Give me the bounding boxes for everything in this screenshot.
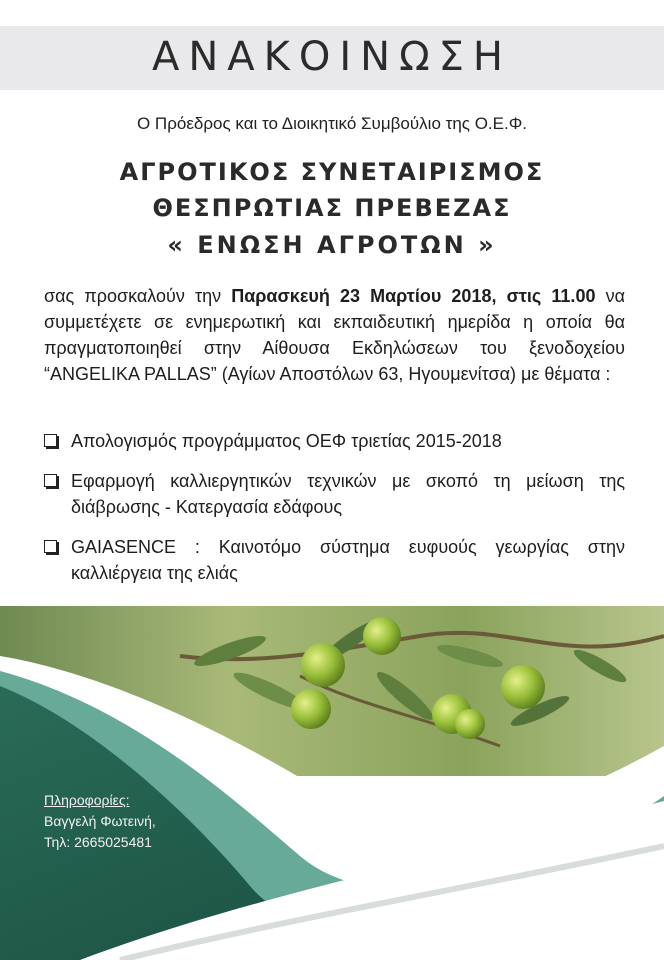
topic-text: GAIASENCE : Καινοτόμο σύστημα ευφυούς γεωργίας στην καλλιέργεια της ελιάς [71,537,625,583]
topics-list [44,428,625,600]
topic-text: Απολογισμός προγράμματος ΟΕΦ τριετίας 2015-2018 [71,431,502,451]
contact-phone: Τηλ: 2665025481 [44,834,152,850]
invitation-body: να συμμετέχετε σε ενημερωτική και εκπαιδευτική ημερίδα η οποία θα πραγματοποιηθεί στην Αίθουσα Εκδηλώσεων του ξενοδοχείου “ANGELIKA PALLAS” (Αγίων Αποστόλων 63, Ηγουμενίτσα) με θέματα : [44,286,625,384]
topic-text: Εφαρμογή καλλιεργητικών τεχνικών με σκοπό τη μείωση της διάβρωσης - Κατεργασία εδάφους [71,471,625,517]
list-item [44,468,625,520]
invitation-lead: σας προσκαλούν την [44,286,232,306]
organization-line-1: ΑΓΡΟΤΙΚΟΣ ΣΥΝΕΤΑΙΡΙΣΜΟΣ [119,158,545,186]
organization-line-2: ΘΕΣΠΡΩΤΙΑΣ ΠΡΕΒΕΖΑΣ [152,194,512,222]
contact-heading: Πληροφορίες: [44,792,130,808]
invitation-date: Παρασκευή 23 Μαρτίου 2018 [231,286,492,306]
announcement-title: ΑΝΑΚΟΙΝΩΣΗ [152,34,512,80]
organization-line-3: « ΕΝΩΣΗ ΑΓΡΟΤΩΝ » [167,231,497,259]
list-item [44,534,625,586]
olive-branch-banner [0,596,664,960]
checkbox-bullet-icon [44,540,57,553]
contact-info [44,790,156,853]
checkbox-bullet-icon [44,474,57,487]
invitation-time: , στις 11.00 [491,286,596,306]
invitation-paragraph [44,283,625,387]
checkbox-bullet-icon [44,434,57,447]
list-item [44,428,625,454]
contact-name: Βαγγελή Φωτεινή, [44,813,156,829]
subtitle: Ο Πρόεδρος και το Διοικητικό Συμβούλιο της Ο.Ε.Φ. [136,114,527,133]
